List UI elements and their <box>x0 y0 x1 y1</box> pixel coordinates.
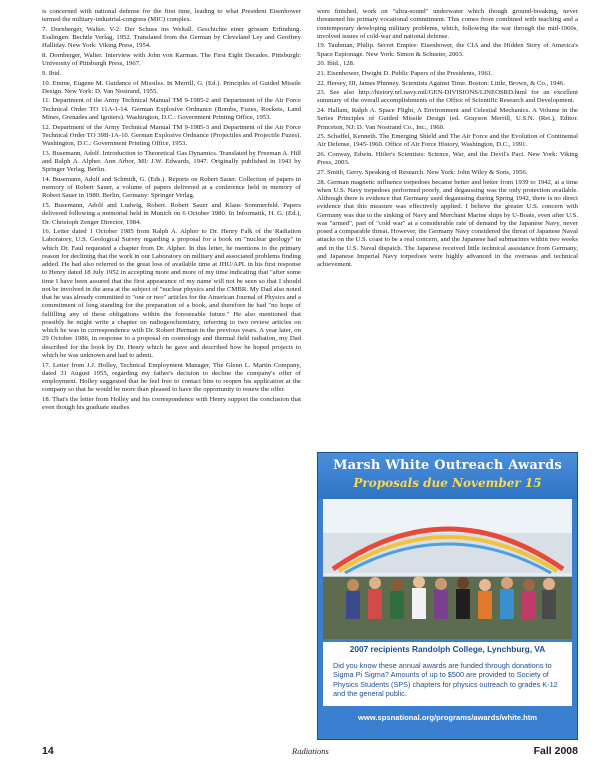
footnote: 25. Schaffel, Kenneth. The Emerging Shield and The Air Force and the Evolution of Continental Air Defense, 1945-1960. Office of Air Force History, Washington, D.C., 1991. <box>317 133 578 149</box>
footnote: 12. Department of the Army Technical Manual TM 9-1985-3 and Department of the Air Force Technical Order TO 39B-1A-10. German Explosive Ordnance (Projectiles and Projectile Fuzes). Washington, D.C.: Government Printing Office, 1953. <box>42 123 301 148</box>
footnote: were finished, work on "ultra-sound" underwater which though ground-breaking, never threatened his primary vocational commitment. This comes from combined with teaching and a contemporary developing military problems, which, following the war through the mid-1960s, involved issues of cold-war and national defense. <box>317 8 578 40</box>
footnote: 11. Department of the Army Technical Manual TM 9-1985-2 and Department of the Air Force Technical Order TO 11A-1-14. German Explosive Ordnance (Bombs, Fuzes, Rockets, Land Mines, Grenades and Igniters). Washington, D.C.: Government Printing Office, 1953. <box>42 97 301 121</box>
magazine-name: Radiations <box>292 746 329 756</box>
footnote: 8. Dornberger, Walter. Interview with John von Karman. The First Eight Decades. Pittsburgh: University of Pittsburgh Press, 1967. <box>42 52 301 68</box>
page-number: 14 <box>42 745 54 757</box>
footnote: 19. Taubman, Philip. Secret Empire: Eisenhower, the CIA and the Hidden Story of America's Space Espionage. New York: Simon & Schuster, 2003. <box>317 42 578 58</box>
footnote: 16. Letter dated 1 October 1985 from Ralph A. Alpher to Dr. Henry Falk of the Radiation Laboratory, U.S. Geological Survey regarding a proposal for a book on "nuclear geology" in which Dr. Faul requested a chapter from Dr. Alpher. In this letter, he mentions to the primary reason for declining that the work in our Laboratory on military and associated problems finding added. He had also referred to the great loss of available time at JHU/APL in his first response to Henry dated 18 July 1952 in accepting more and more of my time indicating that "after some time I have been assured that the first appearance of my name will not be seen so that I should not be involved in the area at the subject of "nuclear physics and the CMBR. My Dad also noted that he was already committed to "one or two" articles for the American Journal of Physics and a commitment of long standing for the preparation of a book, and therefore he had "no hope of fulfilling any of these obligations within the foreseeable future." He also mentioned that possibly he might write a chapter on radiogeochemistry, referring to two review articles on which he was in correspondence with Dr. Robert Herman in the previous years. A year later, on 29 October 1986, in response to a proposal on cosmology and thermal field radiation, my Dad described for the book by Dr. Henry which he gave and described how he hoped projects to which he was unknown and had to admit. <box>42 228 301 359</box>
group-photo-illustration <box>323 499 572 639</box>
footnote: 21. Eisenhower, Dwight D. Public Papers of the Presidents, 1961. <box>317 69 493 77</box>
footnote: 28. German magnetic influence torpedoes became better and better from 1939 to 1942, at a time when U.S. Navy torpedoes performed poorly, and degaussing was the only protection available. Although there is evidence that Germany used degaussing during Spring 1942, there is no direct evidence that this measure was effectively applied. I believe the greater U.S. concern with Germany was due to the sinking of Navy and Merchant Marine ships by U-Boats, even after U.S. was "armed", part of "cold war" at a considerable rate of demand by the Japanese Navy, never posed a comparable threat. However, the Germany Navy considered the threat of Japanese Naval attacks on the U.S. coast to be a real concern, and the Japanese had submarines within two weeks and in the U.S. Naval dispatch. The Japanese received little technical assistance from Germany, and Japanese Imperial Navy torpedoes were highly advanced in the overseas and technical achievement. <box>317 178 578 269</box>
footnote: 14. Busemann, Adolf and Schmidt, G. (Eds.). Reports on Robert Sauer. Collection of papers in memory of Robert Sauer, a volume of papers delivered at a conference held in memory of Robert Sauer in 1980. Berlin, Germany: Springer Verlag. <box>42 175 301 200</box>
footnote: 13. Busemann, Adolf. Introduction to Theoretical Gas Dynamics. Translated by Freeman A. Hill and Ralph A. Alpher. Ann Arbor, MI: J.W. Edwards, 1947. Originally published in 1943 by Springer Verlag, Berlin. <box>42 149 301 174</box>
footnote: 23. See also http://history.nrl.navy.mil/GEN-DIVISIONS/LINEOSRD.html for an excellent summary of the overall accomplishments of the Office of Scientific Research and Development. <box>317 89 578 105</box>
footnote: 26. Conway, Edwin. Hitler's Scientists: Science, War, and the Devil's Pact. New York: Viking Press, 2003. <box>317 151 578 167</box>
footnote: 10. Emme, Eugene M. Guidance of Missiles. In Merrill, G. (Ed.). Principles of Guided Missile Design. New York: D. Van Nostrand, 1955. <box>42 79 301 95</box>
footnote: 18. That's the letter from Holley and his correspondence with Henry support the conclusion that even though his graduate studies <box>42 395 301 412</box>
ad-body-text: Did you know these annual awards are funded through donations to Sigma Pi Sigma? Amounts of up to $500 are provided to Society of Physics Students (SPS) chapters for physics outreach to grades K-12 and the general public. <box>323 656 572 706</box>
footnote: 15. Busemann, Adolf and Ludwig, Robert. Robert Sauer and Klaus Sommerfeld. Papers delivered following a memorial held in Munich on 6 October 1980. In Informatik, H. G. (Ed.), Dr. Christoph Zenger Director, 1984. <box>42 202 301 226</box>
ad-header <box>318 453 577 499</box>
ad-title: Marsh White Outreach Awards <box>333 458 562 473</box>
ad-url-link[interactable]: www.spsnational.org/programs/awards/white.htm <box>357 713 538 722</box>
footnote: 9. Ibid. <box>42 69 62 77</box>
footnote: 27. Smith, Gerry. Speaking of Research. New York: John Wiley & Sons, 1956. <box>317 169 528 177</box>
ad-subtitle: Proposals due November 15 <box>353 476 542 490</box>
page-footer <box>42 745 578 759</box>
outreach-awards-ad <box>317 452 578 740</box>
footnote: 20. Ibid., 128. <box>317 60 355 68</box>
issue-date: Fall 2008 <box>533 745 578 757</box>
footnote: 17. Letter from J.J. Holley, Technical Employment Manager, The Glenn L. Martin Company, dated 31 August 1955, regarding my father's decision to decline the company's offer of employment. Holley suggested that he feel free to contact him to reopen his application at the company so that he would be more than pleased to have the opportunity to renew the offer. <box>42 361 301 394</box>
footnote: 24. Hallam, Ralph A. Space Flight, A Environment and Celestial Mechanics. A Volume in the Series Principles of Guided Missile Design (ed. Grayson Merrill, U.S.N. (Ret.), Editor. Princeton, NJ: D. Van Nostrand Co., Inc., 1960. <box>317 107 578 131</box>
ad-group-photo <box>323 499 572 639</box>
footnote: 7. Dornberger, Walter. V-2: Der Schuss ins Weltall. Geschichte einer grossen Erfindung. Esslingen: Bechtle Verlag, 1952. Translated from the German by Cleveland Ley and Geoffrey Halliday. New York: Viking Press, 1954. <box>42 25 301 50</box>
left-column-notes <box>42 8 301 414</box>
ad-photo-caption: 2007 recipients Randolph College, Lynchburg, VA <box>323 642 572 656</box>
footnote: 22. Hersey, III, James Phinney. Scientists Against Time. Boston: Little, Brown, & Co., 1946. <box>317 79 565 87</box>
right-column-notes <box>317 8 578 271</box>
footnote: is concerned with national defense for the first time, leading to what President Eisenhower termed the military-industrial-congress (MIC) complex. <box>42 8 301 24</box>
